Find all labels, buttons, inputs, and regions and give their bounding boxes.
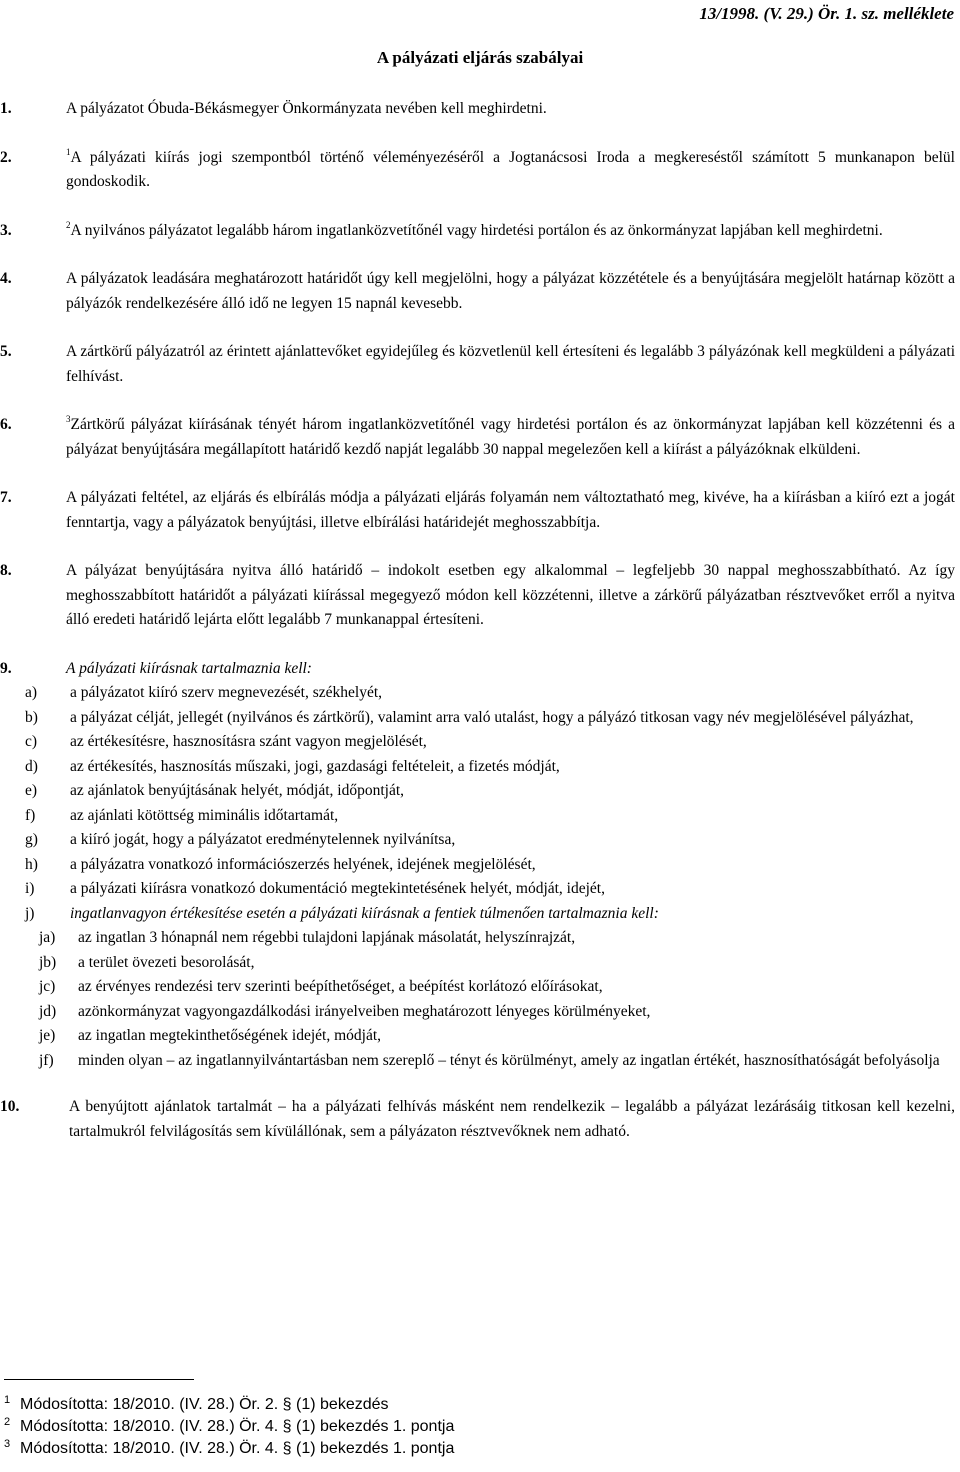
sub-item — [25, 730, 955, 755]
rule-number: 2. — [0, 148, 12, 166]
sub-text: a pályázatot kiíró szerv megnevezését, székhelyét, — [70, 684, 383, 701]
sub-text: a pályázat célját, jellegét (nyilvános és zártkörű), valamint arra való utalást, hogy a pályázó titkosan vagy név megjelölésével pályázhat, — [70, 708, 914, 726]
sub-item — [25, 779, 955, 804]
sub-item — [25, 902, 955, 927]
footnote-text: Módosította: 18/2010. (IV. 28.) Ör. 4. § (1) bekezdés 1. pontja — [20, 1418, 455, 1435]
sub-item — [25, 681, 955, 706]
rule-number: 1. — [0, 100, 12, 117]
rule-number: 5. — [0, 343, 12, 360]
sub-letter: b) — [25, 708, 38, 726]
rule-text: A pályázatok leadására meghatározott határidőt úgy kell megjelölni, hogy a pályázat közzététele és a benyújtására megjelölt határnap között a pályázók rendelkezésére álló idő ne legyen 15 napnál kevesebb. — [66, 270, 955, 312]
footnote-1 — [4, 1394, 904, 1416]
sub-letter: f) — [25, 806, 36, 824]
subsub-item — [33, 1049, 955, 1074]
footnote-3 — [4, 1438, 904, 1460]
sub-text: a pályázati kiírásra vonatkozó dokumentáció megtekintetésének helyét, módját, idejét, — [70, 880, 605, 897]
sub-letter: a) — [25, 684, 38, 701]
sub-item — [25, 828, 955, 853]
rule-number: 6. — [0, 416, 12, 433]
footnote-separator — [4, 1379, 194, 1380]
sub-letter: je) — [39, 1027, 56, 1044]
rule-item-10 — [0, 1095, 955, 1144]
rule-item-2 — [0, 146, 955, 195]
rule-item-8 — [0, 559, 955, 633]
sub-text: a pályázatra vonatkozó információszerzés helyének, idejének megjelölését, — [70, 855, 536, 873]
document-title — [0, 48, 960, 68]
subsub-item — [33, 951, 955, 976]
sub-text: a kiíró jogát, hogy a pályázatot eredménytelennek nyilvánítsa, — [70, 831, 456, 848]
sub-text: azönkormányzat vagyongazdálkodási irányelveiben meghatározott lényeges körülményeket, — [78, 1002, 651, 1020]
sub-item — [25, 877, 955, 902]
sub-letter: jf) — [39, 1051, 54, 1069]
sub-letter: e) — [25, 782, 38, 799]
sub-text: a terület övezeti besorolását, — [78, 953, 255, 971]
sub-letter: d) — [25, 757, 38, 775]
rule-item-7 — [0, 486, 955, 535]
sub-text: az ingatlan 3 hónapnál nem régebbi tulajdoni lapjának másolatát, helyszínrajzát, — [78, 929, 576, 946]
document-title-text: A pályázati eljárás szabályai — [376, 48, 584, 67]
subsub-item — [33, 926, 955, 951]
footnote-text: Módosította: 18/2010. (IV. 28.) Ör. 2. § (1) bekezdés — [20, 1396, 389, 1413]
sub-text: az érvényes rendezési terv szerinti beépíthetőséget, a beépítést korlátozó előírásokat, — [78, 978, 603, 995]
rule-text: A pályázat benyújtására nyitva álló határidő – indokolt esetben egy alkalommal – legfeljebb 30 nappal meghosszabbítható. Az így meghosszabbított határidőt a pályázati kiírással megegyező módon kell közzétenni, illetve a zárkörű pályázatban résztvevőket erről a nyitva álló eredeti határidő lejárta előtt legalább 7 munkanappal értesíteni. — [66, 562, 955, 628]
footnote-mark: 3 — [4, 1438, 11, 1450]
sub-item — [25, 804, 955, 829]
sub-letter: g) — [25, 831, 38, 848]
rules-list — [0, 97, 955, 1168]
subsub-item — [33, 1024, 955, 1049]
sub-letter: j) — [25, 904, 35, 922]
sub-text: az ajánlatok benyújtásának helyét, módját, időpontját, — [70, 782, 405, 799]
footnote-ref: 2 — [66, 219, 71, 230]
footnotes — [4, 1394, 904, 1460]
rule-item-5 — [0, 340, 955, 389]
footnote-mark: 2 — [4, 1416, 11, 1428]
rule-text: A pályázati kiírás jogi szempontból történő véleményezéséről a Jogtanácsosi Iroda a megkereséstől számított 5 munkanapon belül gondoskodik. — [66, 148, 955, 190]
sub-item — [25, 755, 955, 780]
sub-text: minden olyan – az ingatlannyilvántartásban nem szereplő – tényt és körülményt, amely az ingatlan értékét, hasznosíthatóságát befolyásolja — [78, 1051, 940, 1069]
rule-item-1 — [0, 97, 955, 122]
rule-number: 7. — [0, 489, 12, 506]
rule-text: A pályázatot Óbuda-Békásmegyer Önkormányzata nevében kell meghirdetni. — [66, 100, 547, 117]
sub-text: az ingatlan megtekinthetőségének idejét, módját, — [78, 1027, 382, 1044]
sub-letter: ja) — [39, 929, 56, 946]
sub-text: ingatlanvagyon értékesítése esetén a pályázati kiírásnak a fentiek túlmenően tartalmaznia kell: — [70, 904, 659, 922]
footnote-text: Módosította: 18/2010. (IV. 28.) Ör. 4. § (1) bekezdés 1. pontja — [20, 1440, 455, 1457]
footnote-mark: 1 — [4, 1394, 11, 1406]
subsub-item — [33, 1000, 955, 1025]
sub-text: az ajánlati kötöttség miminális időtartamát, — [70, 806, 339, 824]
sub-text: az értékesítés, hasznosítás műszaki, jogi, gazdasági feltételeit, a fizetés módját, — [70, 757, 560, 775]
sub-letter: jb) — [39, 953, 57, 971]
rule-number: 9. — [0, 659, 12, 677]
rule-number: 10. — [0, 1098, 20, 1115]
rule-text: A pályázati feltétel, az eljárás és elbírálás módja a pályázati eljárás folyamán nem változtatható meg, kivéve, ha a kiírásban a kiíró ezt a jogát fenntartja, vagy a pályázatok benyújtási, illetve elbírálási határidejét meghosszabbítja. — [66, 489, 955, 531]
rule-text: A nyilvános pályázatot legalább három ingatlanközvetítőnél vagy hirdetési portálon és az önkormányzat lapjában kell meghirdetni. — [70, 221, 883, 239]
rule-item-9 — [0, 657, 955, 1074]
sub-list — [25, 681, 955, 1073]
rule-text: A zártkörű pályázatról az érintett ajánlattevőket egyidejűleg és közvetlenül kell értesíteni és legalább 3 pályázónak kell megküldeni a pályázati felhívást. — [66, 343, 955, 385]
subsub-item — [33, 975, 955, 1000]
sub-text: az értékesítésre, hasznosításra szánt vagyon megjelölését, — [70, 733, 427, 750]
sub-item — [25, 706, 955, 731]
rule-text: Zártkörű pályázat kiírásának tényét három ingatlanközvetítőnél vagy hirdetési portálon és az önkormányzat lapjában kell közzétenni és a pályázat benyújtására megállapított határidő kezdő napját legalább 30 nappal megelezően kell a kiírást a pályázóknak elküldeni. — [66, 416, 955, 458]
sub-letter: jd) — [39, 1002, 57, 1020]
rule-item-6 — [0, 413, 955, 462]
sub-letter: jc) — [39, 978, 56, 995]
rule-number: 8. — [0, 562, 12, 579]
footnote-2 — [4, 1416, 904, 1438]
rule-item-3 — [0, 219, 955, 244]
rule-number: 3. — [0, 221, 12, 239]
rule-number: 4. — [0, 270, 12, 287]
document-reference: 13/1998. (V. 29.) Ör. 1. sz. melléklete — [699, 4, 954, 23]
rule-item-4 — [0, 267, 955, 316]
footnote-ref: 1 — [66, 146, 71, 157]
rule-heading: A pályázati kiírásnak tartalmaznia kell: — [66, 659, 312, 677]
footnote-ref: 3 — [66, 414, 71, 424]
sub-letter: i) — [25, 880, 35, 897]
sub-item — [25, 853, 955, 878]
rule-text: A benyújtott ajánlatok tartalmát – ha a pályázati felhívás másként nem rendelkezik – legalább a pályázat lezárásáig titkosan kell kezelni, tartalmukról felvilágosítás sem kívülállónak, sem a pályázaton résztvevőknek nem adható. — [69, 1098, 955, 1140]
sub-letter: h) — [25, 855, 38, 873]
sub-letter: c) — [25, 733, 38, 750]
